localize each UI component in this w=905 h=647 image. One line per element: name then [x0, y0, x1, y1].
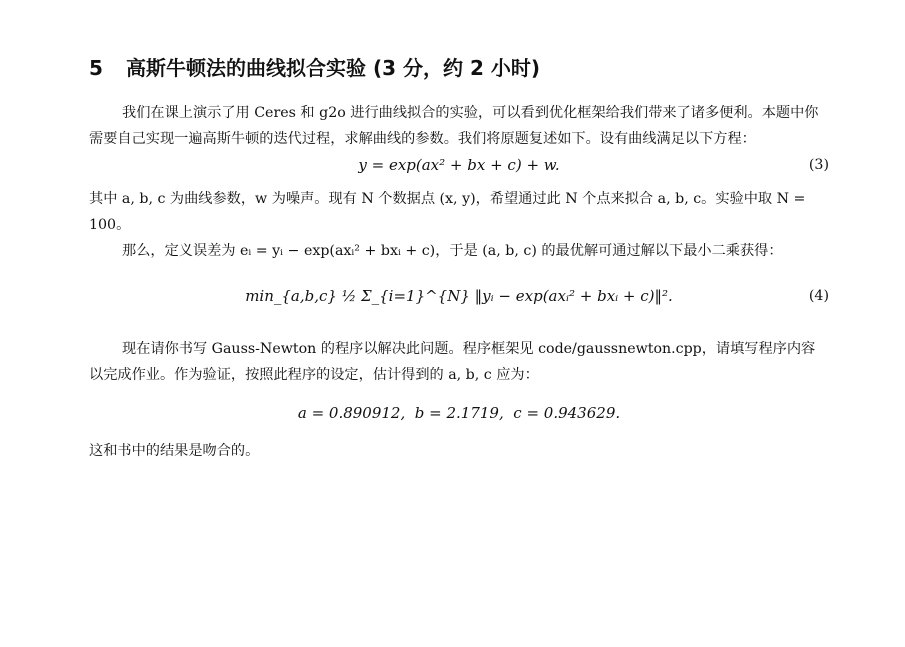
section-heading — [89, 52, 829, 86]
paragraph-intro: 我们在课上演示了用 Ceres 和 g2o 进行曲线拟合的实验，可以看到优化框架给我们带来了诸多便利。本题中你需要自己实现一遍高斯牛顿的迭代过程，求解曲线的参数。我们将原题复述如下。设有曲线满足以下方程： — [89, 105, 819, 147]
equation-4-label: (4) — [808, 288, 829, 304]
paragraph-error: 那么，定义误差为 eᵢ = yᵢ − exp(axᵢ² + bxᵢ + c)，于是 (a, b, c) 的最优解可通过解以下最小二乘获得： — [122, 243, 783, 259]
section-number: 5 — [89, 56, 103, 80]
paragraph-definitions: 其中 a, b, c 为曲线参数，w 为噪声。现有 N 个数据点 (x, y)，希望通过此 N 个点来拟合 a, b, c。实验中取 N = 100。 — [89, 191, 806, 233]
paragraph-conclusion: 这和书中的结果是吻合的。 — [89, 443, 260, 459]
equation-4: min_{a,b,c} ½ Σ_{i=1}^{N} ‖yᵢ − exp(axᵢ² + bxᵢ + c)‖². — [245, 287, 673, 305]
document-page — [89, 52, 829, 464]
equation-4-row — [89, 264, 829, 328]
equation-3-row — [89, 152, 829, 178]
paragraph-task: 现在请你书写 Gauss-Newton 的程序以解决此问题。程序框架见 code/gaussnewton.cpp，请填写程序内容以完成作业。作为验证，按照此程序的设定，估计得到的 a, b, c 应为： — [89, 341, 816, 383]
equation-3: y = exp(ax² + bx + c) + w. — [358, 156, 560, 174]
equation-3-label: (3) — [808, 157, 829, 173]
section-title: 高斯牛顿法的曲线拟合实验 (3 分，约 2 小时) — [126, 56, 540, 80]
result-equation: a = 0.890912, b = 2.1719, c = 0.943629. — [297, 404, 621, 422]
result-equation-row — [89, 388, 829, 438]
